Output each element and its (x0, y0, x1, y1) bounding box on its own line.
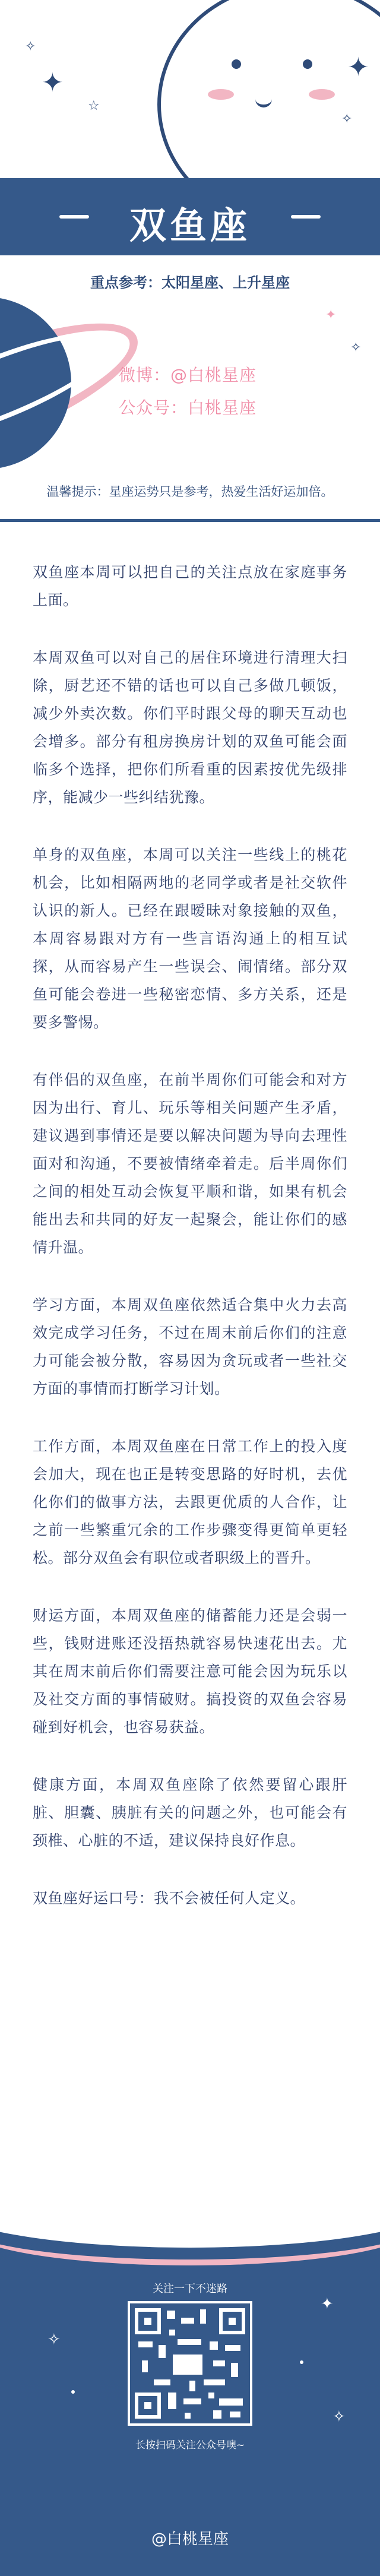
footer (0, 2212, 380, 2576)
qr-module (142, 2360, 148, 2372)
qr-module (231, 2363, 238, 2377)
qr-module (138, 2341, 153, 2347)
scan-instruction: 长按扫码关注公众号噢~ (135, 2439, 245, 2451)
moon-eye-left (232, 59, 241, 69)
paragraph-slogan: 双鱼座好运口号：我不会被任何人定义。 (33, 1890, 306, 1907)
sparkle-icon: ✧ (341, 112, 353, 126)
qr-finder (219, 2308, 245, 2334)
qr-module (185, 2413, 191, 2419)
moon-cheek-left (208, 89, 234, 100)
qr-module (230, 2412, 240, 2417)
qr-module (169, 2330, 175, 2336)
qr-code[interactable] (128, 2301, 252, 2426)
qr-module (219, 2398, 243, 2406)
qr-center-logo (173, 2355, 202, 2375)
qr-module (181, 2318, 194, 2324)
sparkle-icon: ✦ (325, 308, 337, 322)
qr-module (213, 2410, 221, 2419)
sparkle-icon: ✧ (25, 39, 36, 54)
paragraph-single-love: 单身的双鱼座，本周可以关注一些线上的桃花机会，比如相隔两地的老同学或者是社交软件认识的新人。已经在跟暧昧对象接触的双鱼，本周容易跟对方有一些言语沟通上的相互试探，从而容易产生一些误会、闹情绪。部分双鱼可能会卷进一些秘密恋情、多方关系，还是要多警惕。 (33, 846, 347, 1031)
title-band (0, 178, 380, 255)
moon-eye-right (303, 59, 312, 69)
warm-tip: 温馨提示：星座运势只是参考，热爱生活好运加倍。 (46, 485, 334, 499)
qr-module (167, 2311, 175, 2319)
qr-module (178, 2339, 201, 2345)
sparkle-icon: ✧ (350, 340, 362, 355)
paragraph-home: 本周双鱼可以对自己的居住环境进行清理大扫除，厨艺还不错的话也可以自己多做几顿饭，减少外卖次数。你们平时跟父母的聊天互动也会增多。部分有租房换房计划的双鱼可能会面临多个选择，把你们所看重的因素按优先级排序，能减少一些纠结犹豫。 (33, 649, 347, 806)
sparkle-icon: ✦ (347, 52, 369, 83)
reference-note: 重点参考：太阳星座、上升星座 (90, 274, 290, 291)
qr-finder (135, 2308, 161, 2334)
qr-module (168, 2393, 176, 2409)
paragraph-intro: 双鱼座本周可以把自己的关注点放在家庭事务上面。 (33, 564, 347, 609)
sparkle-icon: ✧ (332, 2408, 346, 2426)
sparkle-icon: ✦ (321, 2295, 334, 2313)
sparkle-icon: ✦ (42, 68, 64, 98)
qr-module (159, 2345, 166, 2358)
qr-module (213, 2360, 225, 2366)
qr-module (200, 2309, 206, 2324)
moon-mouth (255, 95, 272, 107)
divider (0, 519, 380, 522)
qr-module (225, 2345, 240, 2351)
moon-face (184, 24, 362, 154)
wechat-account: 公众号：白桃星座 (119, 398, 257, 417)
qr-module (183, 2398, 201, 2404)
paragraph-couple-love: 有伴侣的双鱼座，在前半周你们可能会和对方因为出行、育儿、玩乐等相关问题产生矛盾，建议遇到事情还是要以解决问题为导向去理性面对和沟通，不要被情绪牵着走。后半周你们之间的相处互动会恢复平顺和谐，如果有机会能出去和共同的好友一起聚会，能让你们的感情升温。 (33, 1071, 347, 1256)
star-outline-icon: ☆ (88, 99, 100, 113)
qr-module (204, 2379, 225, 2385)
qr-module (154, 2379, 170, 2385)
brand-name: @白桃星座 (151, 2530, 229, 2548)
qr-module (189, 2381, 195, 2391)
paragraph-study: 学习方面，本周双鱼座依然适合集中火力去高效完成学习任务，不过在周末前后你们的注意力可能会被分散，容易因为贪玩或者一些社交方面的事情而打断学习计划。 (33, 1296, 347, 1397)
qr-module (208, 2393, 214, 2398)
moon-cheek-right (309, 89, 335, 100)
header (0, 0, 380, 529)
paragraph-work: 工作方面，本周双鱼座在日常工作上的投入度会加大，现在也正是转变思路的好时机，去优化你们的做事方法，去跟更优质的人合作，让之前一些繁重冗余的工作步骤变得更简单更轻松。部分双鱼会有职位或者职级上的晋升。 (33, 1438, 347, 1567)
qr-module (210, 2341, 218, 2350)
follow-prompt: 关注一下不迷路 (153, 2283, 227, 2295)
dot-decoration (300, 2360, 303, 2364)
dot-decoration (71, 2390, 75, 2394)
weibo-handle: 微博：@白桃星座 (119, 365, 257, 385)
qr-finder (135, 2393, 161, 2419)
title-dash-right (291, 215, 321, 219)
page-title: 双鱼座 (129, 204, 251, 247)
article-body (33, 558, 347, 1942)
paragraph-wealth: 财运方面，本周双鱼座的储蓄能力还是会弱一些，钱财进账还没捂热就容易快速花出去。尤其在周末前后你们需要注意可能会因为玩乐以及社交方面的事情破财。搞投资的双鱼会容易碰到好机会，也容易获益。 (33, 1607, 347, 1736)
sparkle-icon: ✧ (48, 2331, 61, 2349)
paragraph-health: 健康方面，本周双鱼座除了依然要留心跟肝脏、胆囊、胰脏有关的问题之外，也可能会有颈椎、心脏的不适，建议保持良好作息。 (33, 1776, 347, 1849)
